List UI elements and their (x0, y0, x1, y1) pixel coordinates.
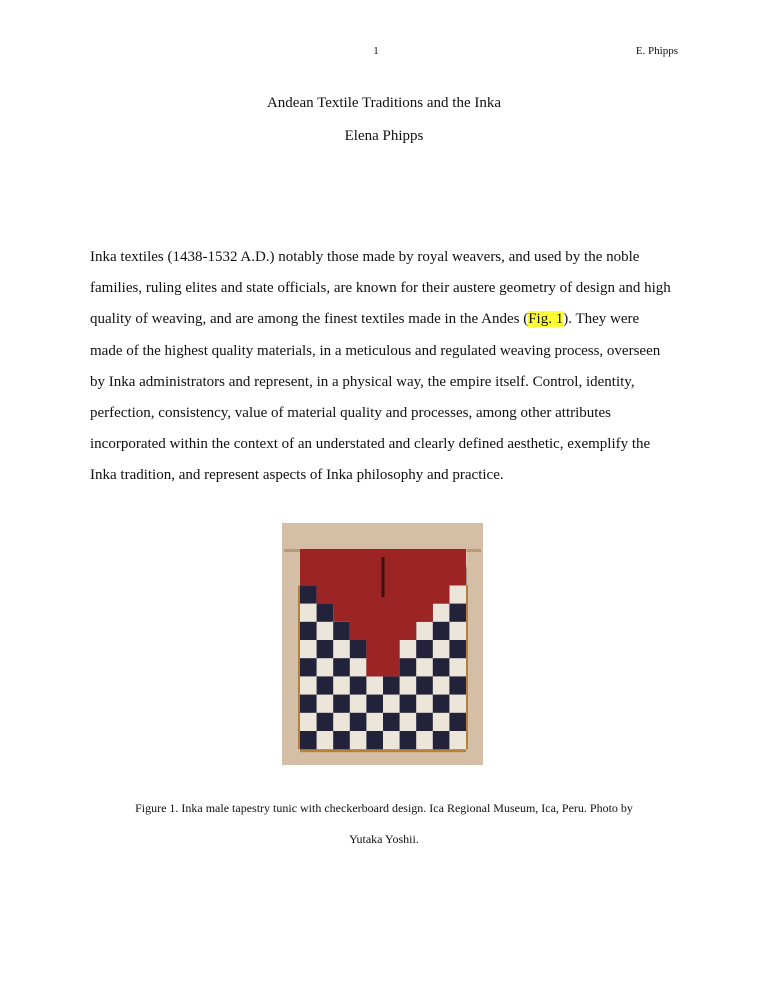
checker-square (383, 713, 400, 732)
checker-square (317, 676, 334, 695)
checker-square (433, 622, 450, 641)
running-header-author: E. Phipps (635, 45, 678, 57)
checker-square (400, 658, 417, 677)
checker-square (400, 731, 417, 750)
checker-square (300, 695, 317, 714)
paragraph-line: families, ruling elites and state officials, are known for their austere geometry of design and high (90, 280, 671, 297)
left-edge-binding (298, 585, 300, 749)
checker-square (416, 658, 433, 677)
checker-square (366, 713, 383, 732)
paragraph-line: made of the highest quality materials, in a meticulous and regulated weaving process, overseen (90, 342, 661, 359)
caption-line: Yutaka Yoshii. (349, 832, 419, 846)
paragraph-line: Inka tradition, and represent aspects of Inka philosophy and practice. (90, 467, 504, 484)
checker-square (350, 676, 367, 695)
checker-square (433, 658, 450, 677)
checker-square (333, 731, 350, 750)
checker-square (433, 640, 450, 659)
checker-square (433, 695, 450, 714)
checker-square (366, 731, 383, 750)
tunic-illustration (282, 523, 483, 765)
checker-square (317, 604, 334, 623)
checker-square (300, 658, 317, 677)
checker-square (400, 713, 417, 732)
checker-square (400, 640, 417, 659)
checker-square (449, 731, 466, 750)
paragraph-line: by Inka administrators and represent, in a physical way, the empire itself. Control, identity, (90, 373, 635, 390)
caption-line: Figure 1. Inka male tapestry tunic with checkerboard design. Ica Regional Museum, Ica, Peru. Photo by (135, 801, 633, 815)
checker-square (416, 713, 433, 732)
checker-square (416, 622, 433, 641)
tunic-photo (282, 523, 483, 765)
checker-square (317, 640, 334, 659)
checker-square (449, 604, 466, 623)
checker-square (449, 676, 466, 695)
paragraph-line-text: ). They were (563, 311, 640, 328)
checker-square (300, 585, 317, 604)
checker-square (416, 676, 433, 695)
body-paragraph (90, 242, 690, 492)
checker-square (366, 695, 383, 714)
paragraph-line (90, 304, 690, 335)
document-author: Elena Phipps (344, 128, 424, 144)
checker-square (333, 695, 350, 714)
checker-square (383, 676, 400, 695)
document-title: Andean Textile Traditions and the Inka (266, 95, 502, 111)
page-number: 1 (373, 45, 379, 57)
checker-square (317, 658, 334, 677)
checker-square (350, 658, 367, 677)
checker-square (350, 640, 367, 659)
figure-caption (0, 793, 768, 855)
hem-border (300, 749, 466, 752)
checker-square (350, 695, 367, 714)
checker-square (333, 658, 350, 677)
checker-square (433, 676, 450, 695)
checker-square (350, 731, 367, 750)
checker-square (433, 731, 450, 750)
checker-square (300, 676, 317, 695)
checker-square (300, 622, 317, 641)
checker-square (433, 604, 450, 623)
checker-square (449, 658, 466, 677)
checker-square (317, 695, 334, 714)
paragraph-line: Inka textiles (1438-1532 A.D.) notably those made by royal weavers, and used by the noble (90, 249, 640, 265)
paragraph-line-text: quality of weaving, and are among the finest textiles made in the Andes ( (90, 311, 529, 328)
checker-square (400, 695, 417, 714)
checker-square (449, 713, 466, 732)
checker-square (416, 731, 433, 750)
checker-square (416, 640, 433, 659)
checker-square (333, 676, 350, 695)
checker-square (400, 676, 417, 695)
checker-square (300, 731, 317, 750)
figure-reference-link[interactable]: Fig. 1 (528, 311, 564, 328)
checker-square (433, 713, 450, 732)
checker-square (317, 622, 334, 641)
checker-square (449, 622, 466, 641)
neck-slit (382, 557, 385, 597)
right-edge-binding (466, 585, 468, 749)
checker-square (333, 713, 350, 732)
checker-square (366, 676, 383, 695)
checker-square (449, 585, 466, 604)
checker-square (300, 640, 317, 659)
checker-square (449, 640, 466, 659)
checker-square (333, 622, 350, 641)
checker-square (350, 713, 367, 732)
checker-square (300, 604, 317, 623)
checker-square (317, 713, 334, 732)
checker-square (449, 695, 466, 714)
paragraph-line: perfection, consistency, value of material quality and processes, among other attributes (90, 405, 611, 422)
checker-square (383, 695, 400, 714)
checker-square (416, 695, 433, 714)
checker-square (383, 731, 400, 750)
checker-square (300, 713, 317, 732)
paragraph-line: incorporated within the context of an understated and clearly defined aesthetic, exemplify the (90, 436, 651, 453)
checker-square (333, 640, 350, 659)
checker-square (317, 731, 334, 750)
